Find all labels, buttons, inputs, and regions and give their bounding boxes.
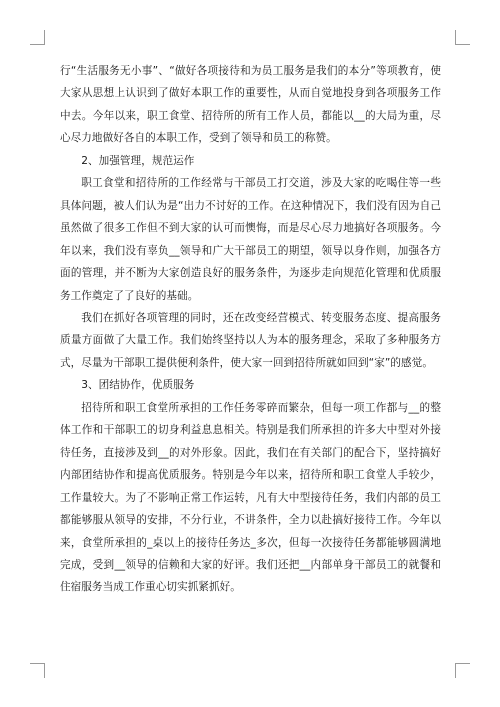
section-heading-2: 2、加强管理，规范运作 <box>81 154 195 167</box>
paragraph-management: 职工食堂和招待所的工作经常与干部员工打交道，涉及大家的吃喝住等一些具体问题，被人们认为是“出力不讨好的工作。在这种情况下，我们没有因为自己虽然做了很多工作但不到大家的认可而懊悔，而是尽心尽力地搞好各项服务。今年以来，我们没有辜负__领导和广大干部员工的期望，领导以身作则，加强各方面的管理，并不断为大家创造良好的服务条件，为逐步走向规范化管理和优质服务工作奠定了了良好的基础。 <box>60 177 441 302</box>
crop-mark-top-left <box>30 30 45 45</box>
paragraph-continued: 行“生活服务无小事”、“做好各项接待和为员工服务是我们的本分”等项教育，使大家从思想上认识到了做好本职工作的重要性，从而自觉地投身到各项服务工作中去。今年以来，职工食堂、招待所的所有工作人员，都能以__的大局为重，尽心尽力地做好各自的本职工作，受到了领导和员工的称赞。 <box>60 65 441 145</box>
crop-mark-bottom-right <box>455 663 470 678</box>
paragraph-service-mode: 我们在抓好各项管理的同时，还在改变经营模式、转变服务态度、提高服务质量方面做了大量工作。我们始终坚持以人为本的服务理念，采取了多种服务方式，尽量为干部职工提供便利条件，使大家一回到招待所就如回到“家”的感觉。 <box>60 311 441 369</box>
crop-mark-bottom-left <box>30 663 45 678</box>
section-heading-3: 3、团结协作，优质服务 <box>81 379 195 392</box>
document-body <box>60 60 441 599</box>
crop-mark-top-right <box>455 30 470 45</box>
paragraph-teamwork: 招待所和职工食堂所承担的工作任务零碎而繁杂，但每一项工作都与__的整体工作和干部职工的切身利益息息相关。特别是我们所承担的许多大中型对外接待任务，直接涉及到__的对外形象。因此，我们在有关部门的配合下，坚持搞好内部团结协作和提高优质服务。特别是今年以来，招待所和职工食堂人手较少，工作量较大。为了不影响正常工作运转，凡有大中型接待任务，我们内部的员工都能够服从领导的安排，不分行业，不讲条件，全力以赴搞好接待工作。今年以来，食堂所承担的_桌以上的接待任务达_多次，但每一次接待任务都能够圆满地完成，受到__领导的信赖和大家的好评。我们还把__内部单身干部员工的就餐和住宿服务当成工作重心切实抓紧抓好。 <box>60 401 441 594</box>
